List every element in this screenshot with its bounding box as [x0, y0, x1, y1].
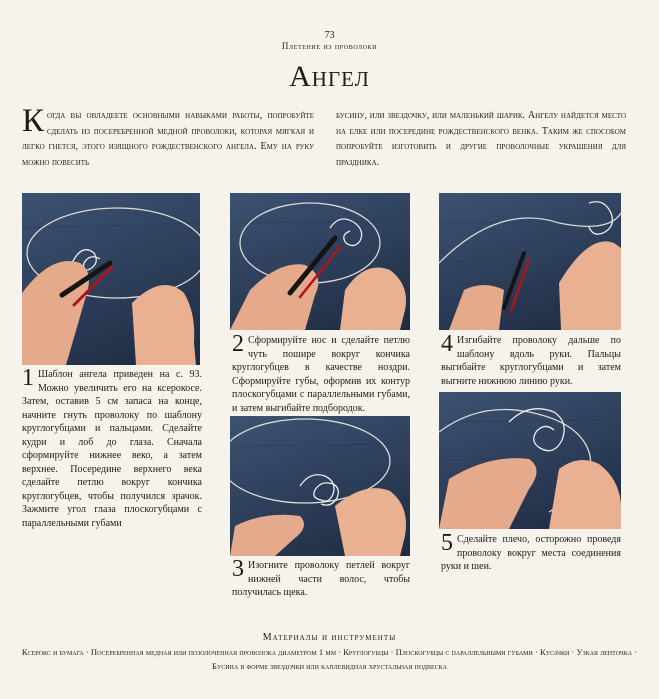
- step-1-number: 1: [22, 365, 34, 391]
- step-2-caption: [232, 331, 410, 415]
- page-number: 73: [324, 30, 335, 41]
- step-5-photo: [439, 392, 621, 529]
- step-2-photo: [230, 193, 410, 330]
- step-1-caption: [22, 365, 202, 530]
- page-title: Ангел: [289, 60, 370, 93]
- step-1-photo: [22, 193, 200, 365]
- step-5-text: Сделайте плечо, осторожно проведя проволоку вокруг места соединения руки и шеи.: [441, 534, 621, 572]
- drop-cap: К: [22, 103, 45, 139]
- running-head: Плетение из проволоки: [281, 41, 378, 51]
- step-2-illustration: [230, 193, 410, 330]
- intro-left-column: [22, 103, 314, 170]
- step-3-text: Изогните проволоку петлей вокруг нижней части волос, чтобы получилась щека.: [232, 560, 410, 598]
- step-1-illustration: [22, 193, 200, 365]
- step-4-illustration: [439, 193, 621, 330]
- step-3-photo: [230, 416, 410, 556]
- materials-list: Ксерокс и бумага · Посеребренная медная или позолоченная проволока диаметром 1 мм · Круглогубцы · Плоскогубцы с параллельными губами · Кусачки · Узкая ленточка · Бусина в форме звездочки или каплевидная хрустальная подвеска: [21, 647, 638, 671]
- materials-title: Материалы и инструменты: [262, 632, 397, 643]
- step-3-caption: [232, 556, 410, 600]
- step-3-number: 3: [232, 556, 244, 582]
- step-2-text: Сформируйте нос и сделайте петлю чуть пошире вокруг кончика круглогубцев в качестве ноздри. Сформируйте губы, оформив их контур плоскогубцами с параллельными губами, и затем выгибайте подбородок.: [232, 335, 410, 414]
- step-1-text: Шаблон ангела приведен на с. 93. Можно увеличить его на ксерокосе. Затем, оставив 5 см запаса на конце, начните гнуть проволоку по шаблону круглогубцами и пальцами. Сделайте кудри и лоб до глаза. Сначала сформируйте нижнее веко, а затем верхнее. Посередине верхнего века сделайте петлю вокруг кончика круглогубцев, чтобы получился зрачок. Зажмите угол глаза плоскогубцами с параллельными губами: [22, 369, 202, 529]
- step-4-caption: [441, 331, 621, 388]
- step-2-number: 2: [232, 331, 244, 357]
- step-5-illustration: [439, 392, 621, 529]
- step-4-text: Изгибайте проволоку дальше по шаблону вдоль руки. Пальцы выгибайте круглогубцами и затем выгните нижнюю линию руки.: [441, 335, 621, 387]
- step-3-illustration: [230, 416, 410, 556]
- intro-right-column: бусину, или звездочку, или маленький шарик. Ангелу найдется место на елке или посередине рождественского венка. Таким же способом попробуйте изготовить и другие проволочные украшения для праздника.: [336, 110, 626, 168]
- intro-left-text: огда вы овладеете основными навыками работы, попробуйте сделать из посеребренной медной проволоки, которая мягкая и легко гнется, этого изящного рождественского ангела. Ему на руку можно повесить: [22, 110, 314, 168]
- step-5-caption: [441, 530, 621, 574]
- step-4-photo: [439, 193, 621, 330]
- step-5-number: 5: [441, 530, 453, 556]
- step-4-number: 4: [441, 331, 453, 357]
